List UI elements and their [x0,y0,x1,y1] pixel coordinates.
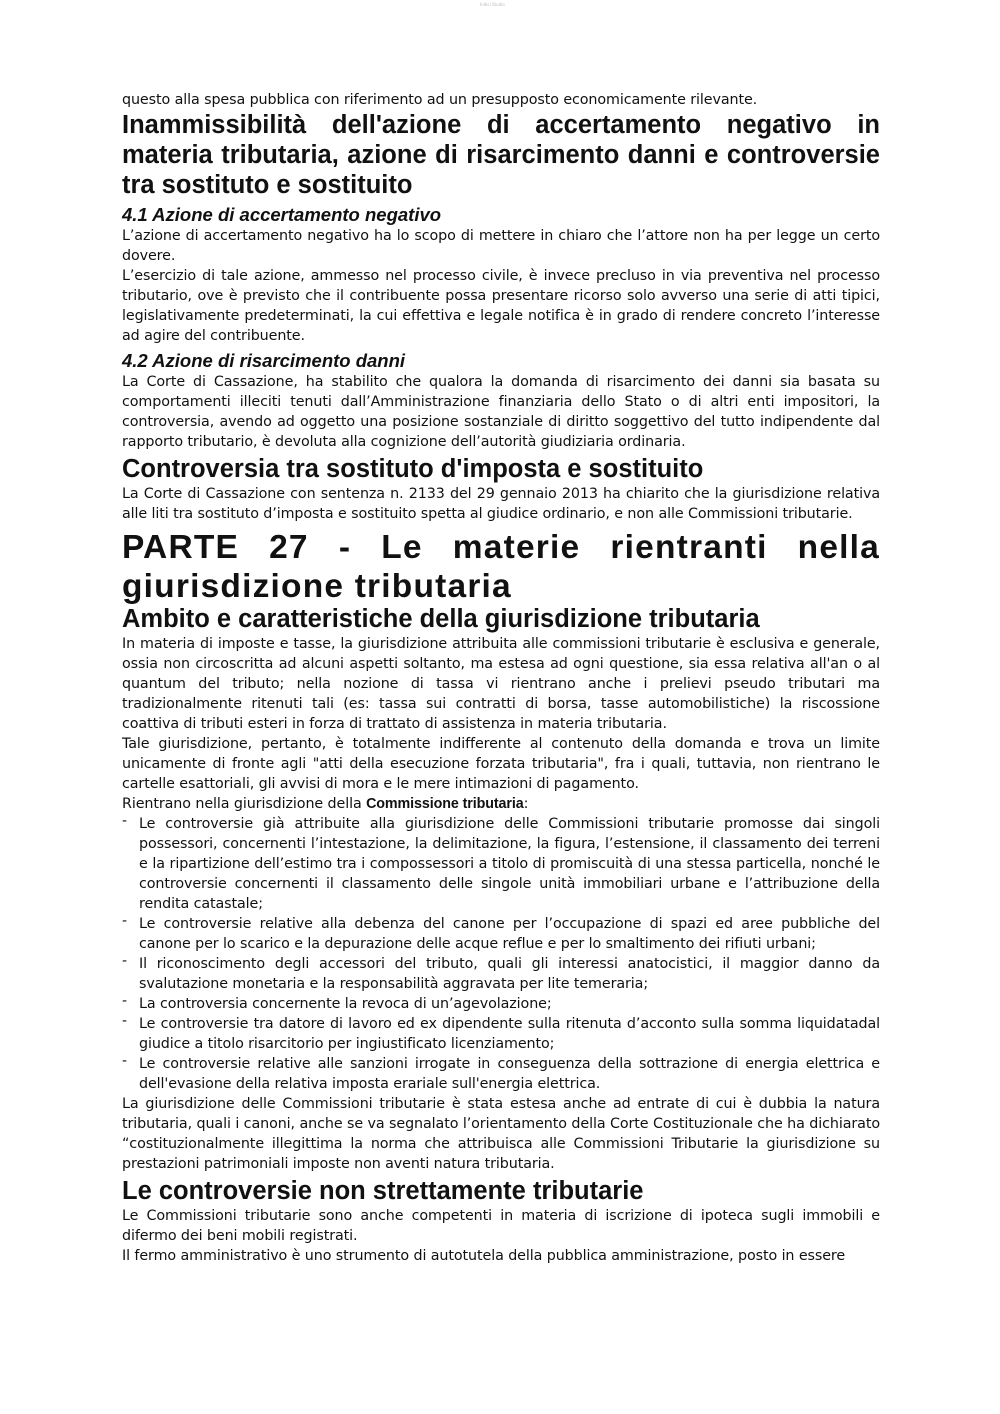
paragraph-controversia: La Corte di Cassazione con sentenza n. 2133 del 29 gennaio 2013 ha chiarito che la giurisdizione relativa alle liti tra sostituto d’imposta e sostituito spetta al giudice ordinario, e non alle Commissioni tributarie. [122,486,880,522]
rientrano-prefix: Rientrano nella giurisdizione della [122,796,367,812]
section-title-controversia: Controversia tra sostituto d'imposta e sostituito [122,455,704,483]
commissione-tributaria-bold: Commissione tributaria [366,796,524,812]
list-item-text: Le controversie già attribuite alla giurisdizione delle Commissioni tributarie promosse dai singoli possessori, concernenti l’intestazione, la delimitazione, la figura, l’estensione, il classamento dei terreni e la ripartizione dell’estimo tra i compossessori a titolo di promiscuità di una stessa particella, nonché le controversie concernenti il classamento delle singole unità immobiliari urbane e l’attribuzione della rendita catastale; [139,816,880,912]
paragraph-ambito-3 [122,794,880,814]
paragraph-4-2: La Corte di Cassazione, ha stabilito che qualora la domanda di risarcimento dei danni sia basata su comportamenti illeciti tenuti dall’Amministrazione finanziaria dello Stato o di altri enti impositori, la controversia, avendo ad oggetto una posizione sostanziale di diritto soggettivo del tutto indipendente dal rapporto tributario, è devoluta alla cognizione dell’autorità giudiziaria ordinaria. [122,374,880,450]
list-item [122,994,880,1014]
list-item [122,1014,880,1054]
list-item-text: Il riconoscimento degli accessori del tributo, quali gli interessi anatocistici, il maggior danno da svalutazione monetaria e la responsabilità aggravata per lite temeraria; [139,956,880,992]
list-item [122,814,880,914]
list-item-text: Le controversie tra datore di lavoro ed ex dipendente sulla ritenuta d’acconto sulla somma liquidatadal giudice a titolo risarcitorio per ingiustificato licenziamento; [139,1016,880,1052]
document-page [122,90,880,1266]
paragraph-ambito-1: In materia di imposte e tasse, la giurisdizione attribuita alle commissioni tributarie è esclusiva e generale, ossia non circoscritta ad alcuni aspetti soltanto, ma estesa ad ogni questione, sia essa relativa all'an o al quantum del tributo; nella nozione di tassa vi rientrano anche i prelievi pseudo tributari ma tradizionalmente ritenuti tali (es: tassa sui contratti di borsa, tasse automobilistiche) la riscossione coattiva di tributi esteri in forza di trattato di assistenza in materia tributaria. [122,636,880,732]
paragraph-4-1-b: L’esercizio di tale azione, ammesso nel processo civile, è invece precluso in via preventiva nel processo tributario, ove è previsto che il contribuente possa presentare ricorso solo avverso una serie di atti tipici, legislativamente predeterminati, la cui effettiva e legale notifica è in grado di rendere concreto l’interesse ad agire del contribuente. [122,268,880,344]
list-item [122,914,880,954]
dash-bullet-icon: - [122,1013,127,1029]
dash-bullet-icon: - [122,993,127,1009]
rientrano-suffix: : [523,796,529,812]
list-item-text: La controversia concernente la revoca di un’agevolazione; [139,996,552,1012]
section-title-non-tributarie: Le controversie non strettamente tributarie [122,1177,644,1205]
bullet-list [122,814,880,1094]
section-title-ambito: Ambito e caratteristiche della giurisdizione tributaria [122,605,760,633]
paragraph-non-tributarie-2: Il fermo amministrativo è uno strumento di autotutela della pubblica amministrazione, posto in essere [122,1248,846,1264]
intro-paragraph: questo alla spesa pubblica con riferimento ad un presupposto economicamente rilevante. [122,92,758,108]
subsection-title-4-1: 4.1 Azione di accertamento negativo [122,204,442,225]
part-27-title: PARTE 27 - Le materie rientranti nella giurisdizione tributaria [122,529,880,605]
paragraph-ambito-2: Tale giurisdizione, pertanto, è totalmente indifferente al contenuto della domanda e trova un limite unicamente di fronte agli "atti della esecuzione forzata tributaria", fra i quali, tuttavia, non rientrano le cartelle esattoriali, gli avvisi di mora e le mere intimazioni di pagamento. [122,736,880,792]
dash-bullet-icon: - [122,1053,127,1069]
list-item-text: Le controversie relative alle sanzioni irrogate in conseguenza della sottrazione di energia elettrica e dell'evasione della relativa imposta erariale sull'energia elettrica. [139,1056,880,1092]
list-item [122,954,880,994]
list-item-text: Le controversie relative alla debenza del canone per l’occupazione di spazi ed aree pubbliche del canone per lo scarico e la depurazione delle acque reflue e per lo smaltimento dei rifiuti urbani; [139,916,880,952]
dash-bullet-icon: - [122,913,127,929]
header-watermark: Indici Studio [480,2,505,7]
paragraph-non-tributarie-1: Le Commissioni tributarie sono anche competenti in materia di iscrizione di ipoteca sugli immobili e difermo dei beni mobili registrati. [122,1208,880,1244]
list-item [122,1054,880,1094]
dash-bullet-icon: - [122,953,127,969]
dash-bullet-icon: - [122,813,127,829]
paragraph-ambito-4: La giurisdizione delle Commissioni tributarie è stata estesa anche ad entrate di cui è dubbia la natura tributaria, quali i canoni, anche se va segnalato l’orientamento della Corte Costituzionale che ha dichiarato “costituzionalmente illegittima la norma che attribuisca alle Commissioni Tributarie la giurisdizione su prestazioni patrimoniali imposte non aventi natura tributaria. [122,1096,880,1172]
paragraph-4-1-a: L’azione di accertamento negativo ha lo scopo di mettere in chiaro che l’attore non ha per legge un certo dovere. [122,228,880,264]
section-title-inammissibilita: Inammissibilità dell'azione di accertamento negativo in materia tributaria, azione di risarcimento danni e controversie tra sostituto e sostituito [122,111,880,199]
subsection-title-4-2: 4.2 Azione di risarcimento danni [122,350,406,371]
